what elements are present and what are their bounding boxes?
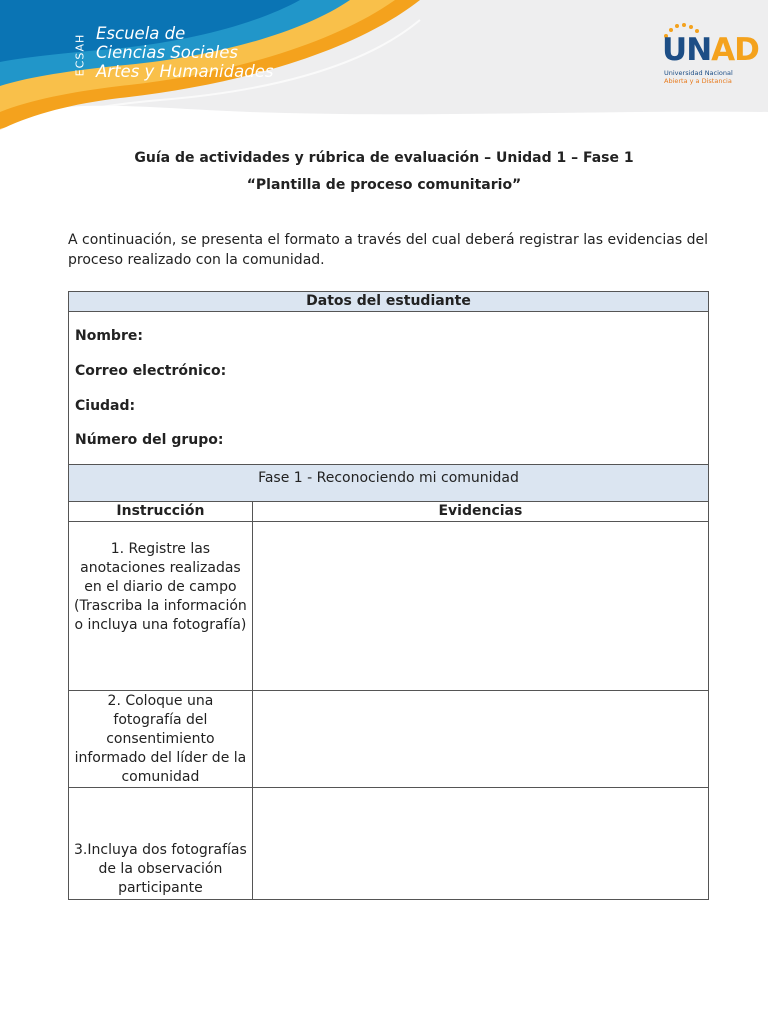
evidence-cell[interactable] bbox=[252, 522, 708, 691]
field-group-label: Número del grupo: bbox=[75, 432, 224, 448]
document-subtitle: “Plantilla de proceso comunitario” bbox=[246, 177, 522, 193]
table-row bbox=[69, 691, 709, 788]
logo-subtitle: Universidad Nacional Abierta y a Distancia bbox=[664, 69, 733, 85]
school-line-2: Ciencias Sociales bbox=[96, 43, 238, 62]
table-row bbox=[69, 788, 709, 900]
column-header-evidence: Evidencias bbox=[252, 502, 708, 522]
intro-paragraph: A continuación, se presenta el formato a través del cual deberá registrar las evidencias del proceso realizado con la comunidad. bbox=[68, 232, 708, 268]
student-section-heading: Datos del estudiante bbox=[69, 292, 709, 312]
evidence-cell[interactable] bbox=[252, 788, 708, 900]
document-title: Guía de actividades y rúbrica de evaluación – Unidad 1 – Fase 1 bbox=[134, 150, 634, 166]
instruction-cell: 2. Coloque una fotografía del consentimiento informado del líder de la comunidad bbox=[69, 691, 253, 788]
instruction-cell: 3.Incluya dos fotografías de la observación participante bbox=[69, 788, 253, 900]
unad-logo bbox=[660, 22, 759, 92]
instruction-cell: 1. Registre las anotaciones realizadas en el diario de campo (Trascriba la información o incluya una fotografía) bbox=[69, 522, 253, 691]
logo-wordmark: UNAD bbox=[662, 32, 759, 68]
phase-section-heading: Fase 1 - Reconociendo mi comunidad bbox=[69, 465, 709, 502]
field-email-label: Correo electrónico: bbox=[75, 363, 227, 379]
evidence-cell[interactable] bbox=[252, 691, 708, 788]
student-data-cell[interactable] bbox=[69, 312, 709, 465]
field-city-label: Ciudad: bbox=[75, 398, 136, 414]
field-name-label: Nombre: bbox=[75, 328, 143, 344]
school-name bbox=[96, 24, 273, 81]
school-line-1: Escuela de bbox=[96, 24, 186, 43]
header-banner bbox=[0, 0, 768, 145]
ecsah-vertical-label: ECSAH bbox=[73, 33, 87, 77]
column-header-instruction: Instrucción bbox=[69, 502, 253, 522]
table-row bbox=[69, 522, 709, 691]
school-line-3: Artes y Humanidades bbox=[96, 62, 274, 81]
evidence-form-table bbox=[68, 291, 709, 900]
